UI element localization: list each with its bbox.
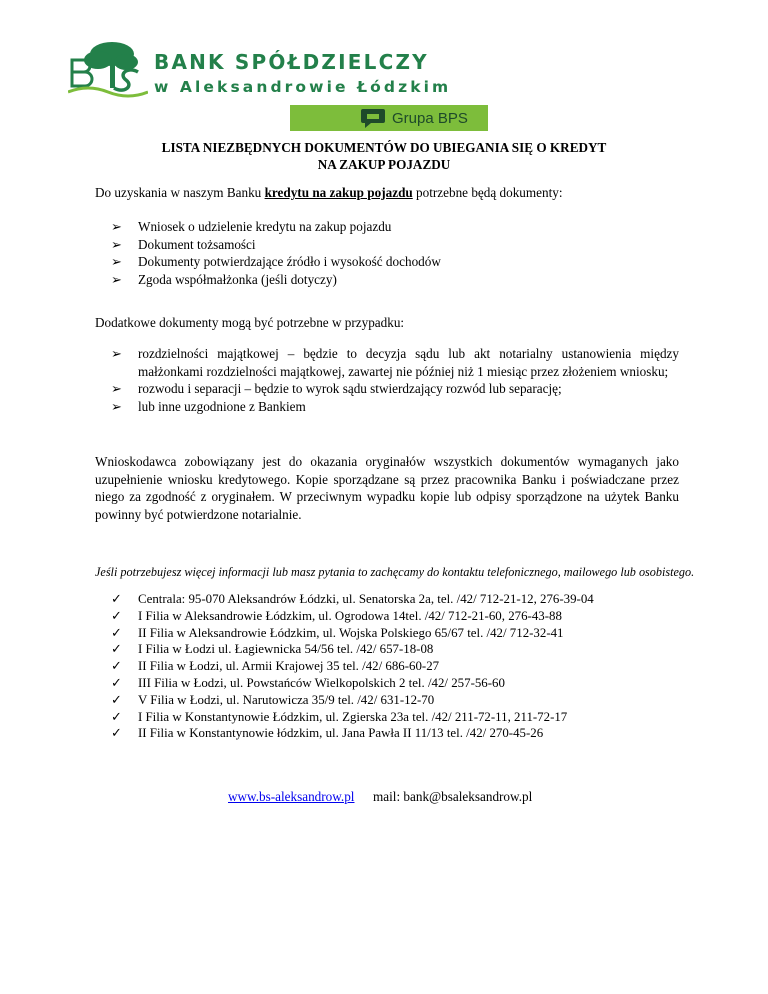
page-title-line-1: LISTA NIEZBĘDNYCH DOKUMENTÓW DO UBIEGANIA SIĘ O KREDYT: [161, 140, 607, 155]
check-bullet-icon: ✓: [111, 625, 122, 640]
required-documents-list: [95, 218, 679, 288]
list-item: ➢ rozdzielności majątkowej – będzie to decyzja sądu lub akt notarialny ustanowienia między małżonkami rozdzielności majątkowej, zawartej nie później niż 1 miesiąc przez złożeniem wniosku;: [111, 346, 679, 379]
list-item: ➢ Wniosek o udzielenie kredytu na zakup pojazdu: [111, 219, 392, 234]
list-item: ➢ Dokumenty potwierdzające źródło i wysokość dochodów: [111, 254, 441, 269]
group-name: Grupa BPS: [392, 109, 468, 127]
tree-bs-logo-icon: [68, 38, 148, 100]
branches-list: [95, 591, 679, 742]
arrow-bullet-icon: ➢: [111, 346, 123, 361]
check-bullet-icon: ✓: [111, 726, 122, 741]
additional-documents-list: [95, 345, 679, 415]
bank-name: BANK SPÓŁDZIELCZY: [154, 50, 429, 74]
arrow-bullet-icon: ➢: [111, 254, 123, 269]
grupa-bps-icon: [360, 107, 386, 129]
list-item: ✓ V Filia w Łodzi, ul. Narutowicza 35/9 tel. /42/ 631-12-70: [111, 692, 435, 707]
list-item: ✓ III Filia w Łodzi, ul. Powstańców Wielkopolskich 2 tel. /42/ 257-56-60: [111, 675, 505, 690]
arrow-bullet-icon: ➢: [111, 236, 123, 252]
list-item: ➢ lub inne uzgodnione z Bankiem: [111, 398, 306, 414]
page-title: [0, 139, 768, 173]
obligation-paragraph: Wnioskodawca zobowiązany jest do okazania oryginałów wszystkich dokumentów wymaganych jako uzupełnienie wniosku kredytowego. Kopie sporządzane są przez pracownika Banku i poświadczane przez niego za zgodność z oryginałem. W przeciwnym wypadku kopie lub odpisy sporządzone na użytek Banku powinny być potwierdzone notarialnie.: [95, 454, 679, 522]
intro-highlight: kredytu na zakup pojazdu: [264, 185, 413, 200]
arrow-bullet-icon: ➢: [111, 398, 123, 414]
check-bullet-icon: ✓: [111, 709, 122, 724]
check-bullet-icon: ✓: [111, 692, 122, 707]
contact-note: Jeśli potrzebujesz więcej informacji lub masz pytania to zachęcamy do kontaktu telefonicznego, mailowego lub osobistego.: [95, 565, 695, 579]
additional-intro: Dodatkowe dokumenty mogą być potrzebne w przypadku:: [95, 315, 405, 330]
list-item: ✓ I Filia w Aleksandrowie Łódzkim, ul. Ogrodowa 14tel. /42/ 712-21-60, 276-43-88: [111, 608, 562, 623]
bank-location: w Aleksandrowie Łódzkim: [154, 78, 452, 96]
intro-after: potrzebne będą dokumenty:: [412, 185, 563, 200]
list-item: ➢ rozwodu i separacji – będzie to wyrok sądu stwierdzający rozwód lub separację;: [111, 381, 562, 396]
intro-before: Do uzyskania w naszym Banku: [95, 185, 265, 200]
email-text: mail: bank@bsaleksandrow.pl: [373, 789, 533, 804]
arrow-bullet-icon: ➢: [111, 271, 123, 287]
list-item: ➢ Zgoda współmałżonka (jeśli dotyczy): [111, 271, 337, 287]
list-item: ✓ II Filia w Konstantynowie łódzkim, ul. Jana Pawła II 11/13 tel. /42/ 270-45-26: [111, 726, 544, 741]
check-bullet-icon: ✓: [111, 608, 122, 623]
list-item: ✓ I Filia w Łodzi ul. Łagiewnicka 54/56 tel. /42/ 657-18-08: [111, 642, 434, 657]
group-bps-banner: [290, 105, 488, 131]
arrow-bullet-icon: ➢: [111, 219, 123, 234]
website-link-container: [228, 788, 354, 805]
arrow-bullet-icon: ➢: [111, 381, 123, 396]
check-bullet-icon: ✓: [111, 592, 122, 606]
check-bullet-icon: ✓: [111, 642, 122, 657]
check-bullet-icon: ✓: [111, 659, 122, 674]
list-item: ✓ II Filia w Aleksandrowie Łódzkim, ul. Wojska Polskiego 65/67 tel. /42/ 712-32-41: [111, 625, 564, 640]
list-item: ➢ Dokument tożsamości: [111, 236, 256, 252]
list-item: ✓ Centrala: 95-070 Aleksandrów Łódzki, ul. Senatorska 2a, tel. /42/ 712-21-12, 276-39-04: [111, 592, 594, 606]
page-title-line-2: NA ZAKUP POJAZDU: [317, 157, 451, 172]
intro-paragraph: [95, 184, 679, 202]
bank-logo: [68, 38, 468, 132]
check-bullet-icon: ✓: [111, 675, 122, 690]
list-item: ✓ II Filia w Łodzi, ul. Armii Krajowej 35 tel. /42/ 686-60-27: [111, 659, 440, 674]
list-item: ✓ I Filia w Konstantynowie Łódzkim, ul. Zgierska 23a tel. /42/ 211-72-11, 211-72-17: [111, 709, 568, 724]
website-link[interactable]: www.bs-aleksandrow.pl: [228, 789, 355, 804]
